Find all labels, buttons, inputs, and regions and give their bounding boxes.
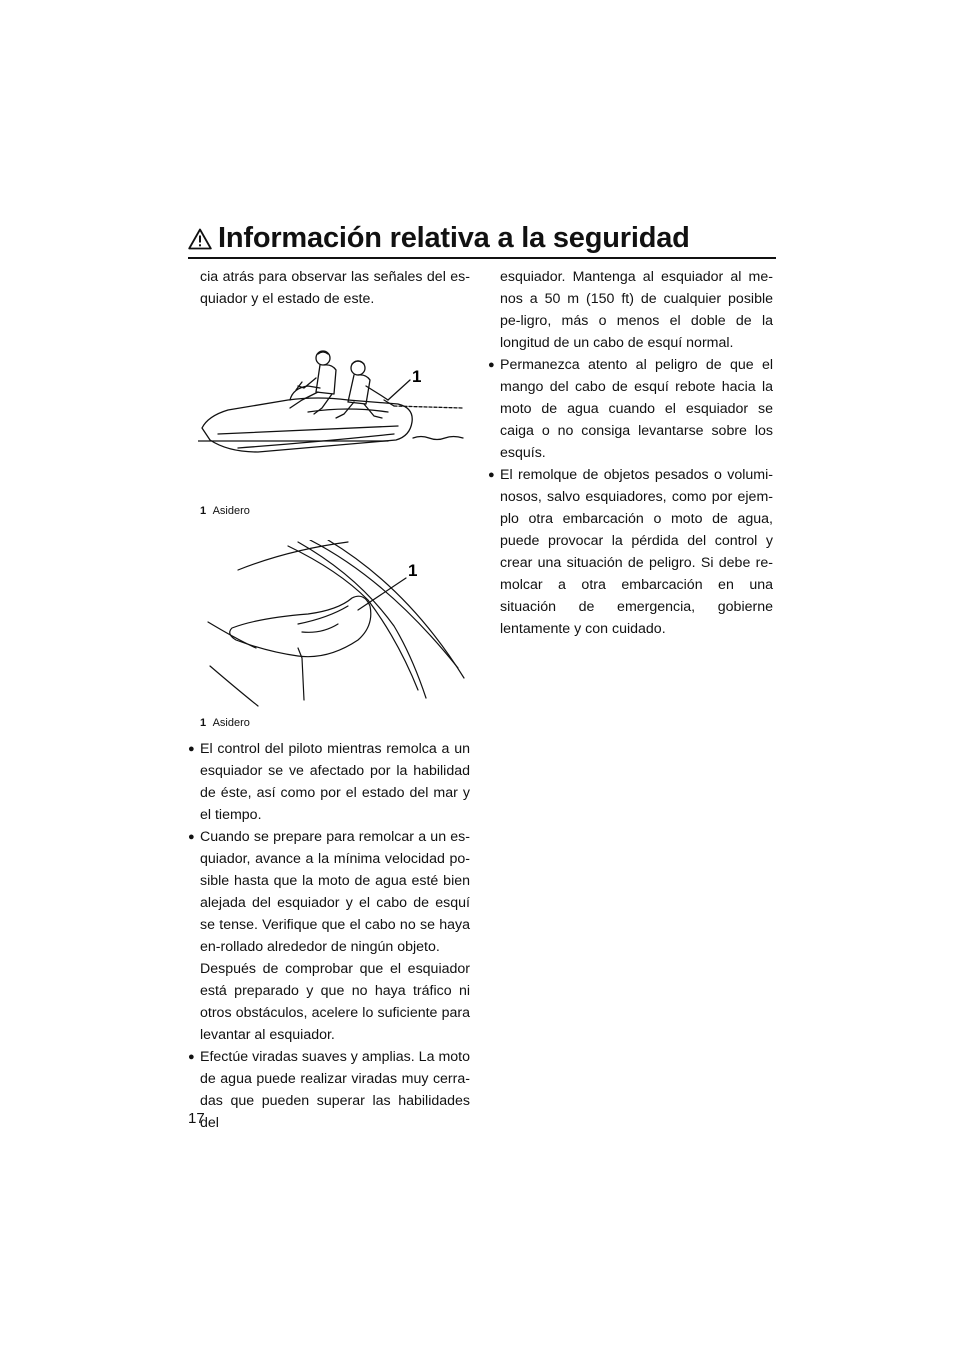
watercraft-riders-illustration	[198, 330, 470, 470]
right-column	[488, 266, 773, 640]
bullet-icon: ●	[488, 359, 495, 371]
bullet-continuation: Después de comprobar que el esquiador está preparado y que no haya tráfico ni otros obstáculos, acelere lo suficiente para levantar al esquiador.	[200, 961, 470, 1043]
bullet-text: El control del piloto mientras remolca a un esquiador se ve afectado por la habilidad de éste, así como por el estado del mar y el tiempo.	[200, 741, 470, 823]
figure2-callout: 1	[408, 561, 418, 580]
list-item	[188, 826, 470, 1046]
figure1-caption-text: Asidero	[212, 505, 250, 517]
figure2-caption-text: Asidero	[212, 717, 250, 729]
list-item	[488, 464, 773, 640]
list-item	[488, 354, 773, 464]
header-rule	[188, 257, 776, 259]
bullet-text: Permanezca atento al peligro de que el mango del cabo de esquí rebote hacia la moto de agua cuando el esquiador se caiga o no consiga levantarse sobre los esquís.	[500, 357, 773, 461]
bullet-icon: ●	[188, 1051, 195, 1063]
left-intro-paragraph: cia atrás para observar las señales del es-quiador y el estado de este.	[200, 269, 470, 307]
left-column-intro	[200, 266, 470, 310]
right-bullet-list	[488, 354, 773, 640]
rear-handle-illustration	[198, 540, 470, 710]
figure1-caption	[200, 504, 250, 518]
right-intro-paragraph: esquiador. Mantenga al esquiador al me-nos a 50 m (150 ft) de cualquier posible pe-ligro, más o menos el doble de la longitud de un cabo de esquí normal.	[500, 269, 773, 351]
warning-triangle-icon	[188, 228, 212, 250]
page-header	[188, 224, 776, 260]
figure1-caption-number: 1	[200, 505, 207, 517]
bullet-text: Cuando se prepare para remolcar a un es-quiador, avance a la mínima velocidad po-sible hasta que la moto de agua esté bien alejada del esquiador y el cabo de esquí se tense. Verifique que el cabo no se haya en-rollado alrededor de ningún objeto.	[200, 829, 470, 955]
list-item	[188, 738, 470, 826]
bullet-icon: ●	[188, 743, 195, 755]
page-title: Información relativa a la seguridad	[218, 222, 690, 254]
figure1-callout: 1	[412, 367, 422, 386]
figure2-caption	[200, 716, 250, 730]
figure-rear-handle	[198, 540, 470, 710]
bullet-text: Efectúe viradas suaves y amplias. La moto de agua puede realizar viradas muy cerra-das que pueden superar las habilidades del	[200, 1049, 470, 1131]
page-number: 17	[188, 1110, 205, 1127]
bullet-icon: ●	[488, 469, 495, 481]
figure2-caption-number: 1	[200, 717, 207, 729]
figure-watercraft-riders	[198, 330, 470, 470]
bullet-icon: ●	[188, 831, 195, 843]
bullet-text: El remolque de objetos pesados o volumi-nosos, salvo esquiadores, como por ejem-plo otra embarcación o moto de agua, puede provocar la pérdida del control y crear una situación de peligro. Si debe re-molcar a otra embarcación en una situación de emergencia, gobierne lentamente y con cuidado.	[500, 467, 773, 637]
